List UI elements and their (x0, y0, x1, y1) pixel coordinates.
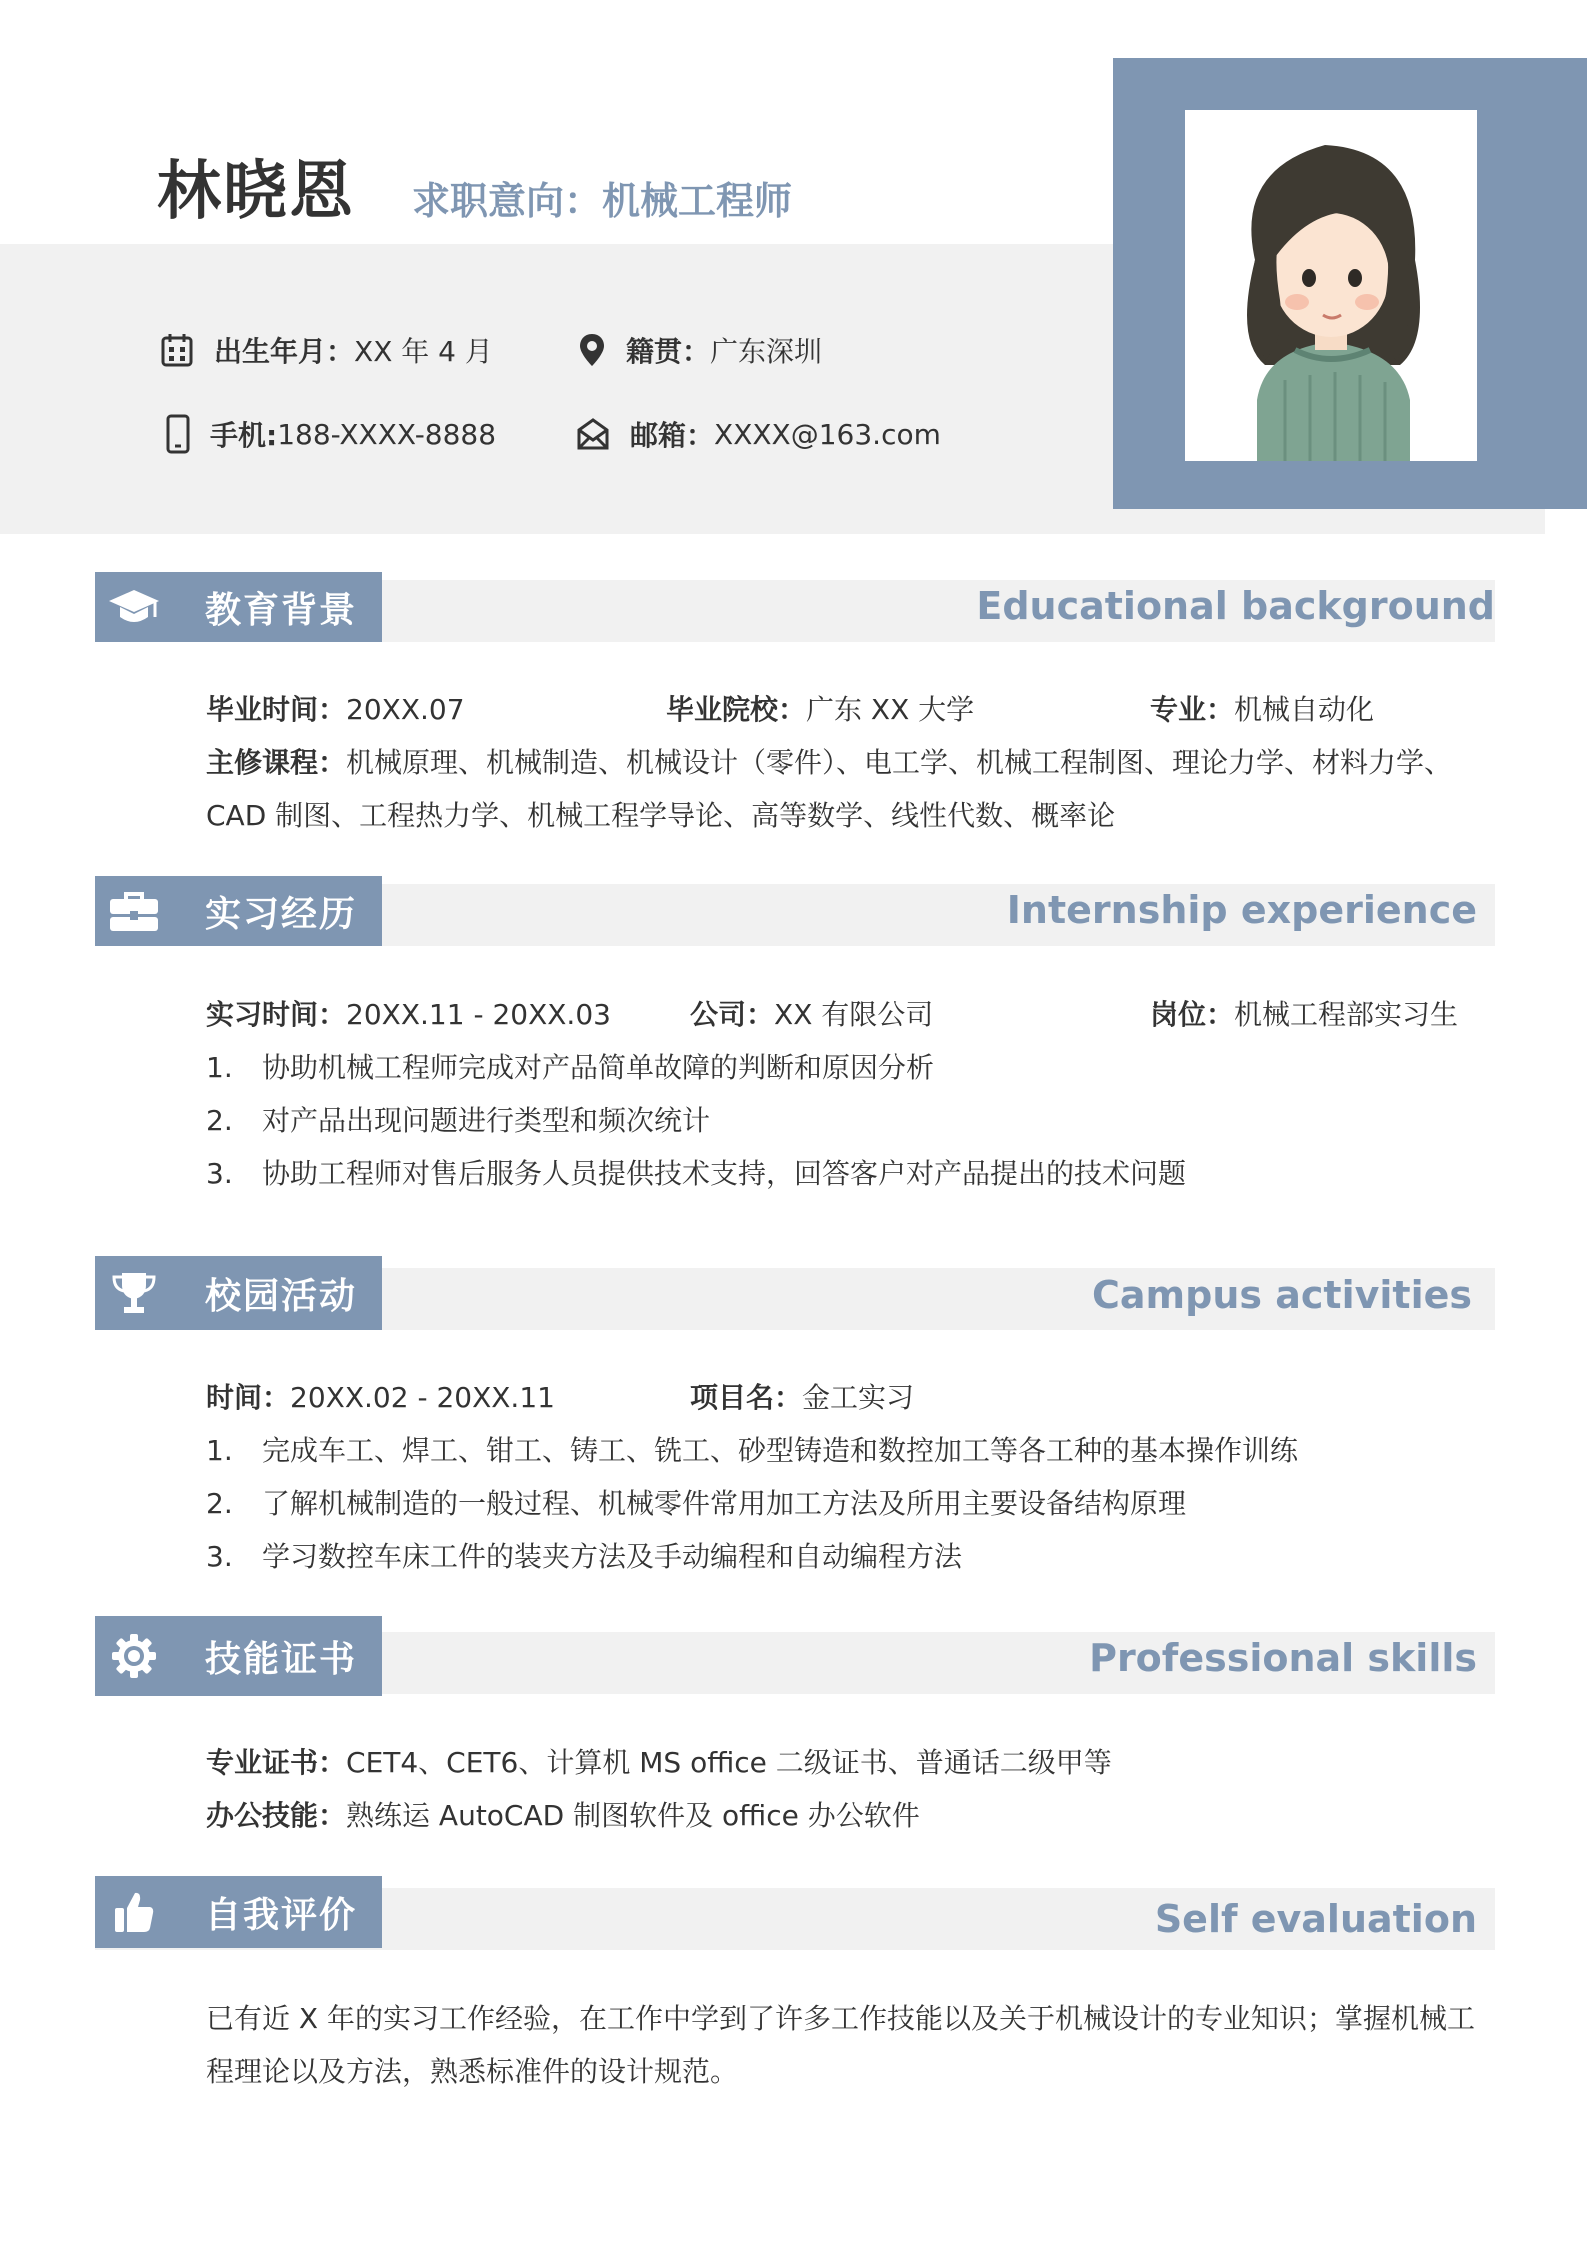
school-label: 毕业院校： (666, 693, 807, 726)
list-number: 2. (206, 1487, 233, 1520)
avatar (1185, 110, 1477, 461)
grad-time-label: 毕业时间： (206, 693, 347, 726)
skills-office (206, 1794, 920, 1834)
project-value: 金工实习 (802, 1381, 915, 1414)
section-subtitle-campus: Campus activities (1092, 1273, 1472, 1317)
company-label: 公司： (690, 998, 775, 1031)
job-intent-label: 求职意向： (412, 179, 603, 223)
origin-label: 籍贯： (626, 335, 711, 368)
phone-icon (166, 414, 190, 454)
list-text: 协助机械工程师完成对产品简单故障的判断和原因分析 (262, 1051, 935, 1084)
section-tab-campus (95, 1256, 382, 1330)
job-intent (412, 170, 792, 225)
email-value: XXXX@163.com (714, 417, 941, 451)
birth-label: 出生年月： (214, 335, 355, 368)
office-value: 熟练运 AutoCAD 制图软件及 office 办公软件 (346, 1799, 920, 1832)
education-courses-continued: CAD 制图、工程热力学、机械工程学导论、高等数学、线性代数、概率论 (206, 799, 1116, 832)
education-school (666, 688, 974, 728)
section-subtitle-skills: Professional skills (1089, 1636, 1477, 1680)
position-label: 岗位： (1150, 998, 1235, 1031)
major-label: 专业： (1150, 693, 1235, 726)
phone-label: 手机: (210, 419, 278, 452)
section-title-self: 自我评价 (205, 1894, 358, 1936)
email-label: 邮箱： (630, 419, 715, 452)
list-text: 学习数控车床工件的装夹方法及手动编程和自动编程方法 (262, 1540, 963, 1573)
section-subtitle-self: Self evaluation (1154, 1897, 1477, 1941)
list-text: 完成车工、焊工、钳工、铸工、铣工、砂型铸造和数控加工等各工种的基本操作训练 (262, 1434, 1299, 1467)
courses-label: 主修课程： (206, 746, 347, 779)
section-subtitle-education: Educational background (976, 584, 1495, 628)
phone-value: 188-XXXX-8888 (277, 417, 497, 451)
job-intent-value: 机械工程师 (602, 179, 793, 223)
campus-project (690, 1376, 914, 1416)
self-evaluation-line-1: 已有近 X 年的实习工作经验，在工作中学到了许多工作技能以及关于机械设计的专业知识；掌握机械工 (206, 2002, 1475, 2035)
calendar-icon (160, 332, 194, 368)
gear-icon (111, 1633, 157, 1679)
list-number: 3. (206, 1540, 233, 1573)
briefcase-icon (108, 890, 160, 932)
origin-info (578, 330, 822, 370)
list-text: 协助工程师对售后服务人员提供技术支持，回答客户对产品提出的技术问题 (262, 1157, 1187, 1190)
section-title-education: 教育背景 (205, 589, 358, 631)
list-number: 3. (206, 1157, 233, 1190)
thumbs-up-icon (113, 1890, 155, 1934)
mail-icon (576, 417, 610, 451)
school-value: 广东 XX 大学 (806, 693, 975, 726)
campus-time-value: 20XX.02 - 20XX.11 (290, 1381, 555, 1414)
internship-time-label: 实习时间： (206, 998, 347, 1031)
campus-time (206, 1376, 555, 1416)
birth-value: XX 年 4 月 (354, 335, 493, 368)
avatar-illustration (1185, 110, 1477, 461)
graduation-cap-icon (107, 587, 161, 627)
section-tab-internship (95, 876, 382, 946)
list-text: 对产品出现问题进行类型和频次统计 (262, 1104, 711, 1137)
origin-value: 广东深圳 (710, 335, 823, 368)
section-title-campus: 校园活动 (205, 1275, 358, 1317)
list-item (206, 1152, 1186, 1192)
section-subtitle-internship: Internship experience (1006, 888, 1477, 932)
grad-time-value: 20XX.07 (346, 693, 465, 726)
campus-time-label: 时间： (206, 1381, 291, 1414)
internship-company (690, 993, 933, 1033)
list-item (206, 1482, 1186, 1522)
list-item (206, 1046, 934, 1086)
cert-label: 专业证书： (206, 1746, 347, 1779)
education-grad-time (206, 688, 465, 728)
email-info (576, 414, 941, 454)
internship-position (1150, 993, 1458, 1033)
candidate-name: 林晓恩 (157, 155, 355, 229)
section-tab-education (95, 572, 382, 642)
trophy-icon (111, 1270, 157, 1316)
list-number: 1. (206, 1051, 233, 1084)
major-value: 机械自动化 (1234, 693, 1375, 726)
education-courses (206, 741, 1452, 781)
project-label: 项目名： (690, 1381, 803, 1414)
company-value: XX 有限公司 (774, 998, 934, 1031)
position-value: 机械工程部实习生 (1234, 998, 1459, 1031)
section-tab-self (95, 1876, 382, 1948)
section-title-internship: 实习经历 (205, 893, 358, 935)
list-text: 了解机械制造的一般过程、机械零件常用加工方法及所用主要设备结构原理 (262, 1487, 1187, 1520)
internship-time (206, 993, 611, 1033)
self-evaluation-line-2: 程理论以及方法，熟悉标准件的设计规范。 (206, 2055, 739, 2088)
list-item (206, 1099, 710, 1139)
office-label: 办公技能： (206, 1799, 347, 1832)
list-item (206, 1535, 962, 1575)
list-item (206, 1429, 1298, 1469)
phone-info (166, 414, 496, 454)
cert-value: CET4、CET6、计算机 MS office 二级证书、普通话二级甲等 (346, 1746, 1112, 1779)
courses-line-1: 机械原理、机械制造、机械设计（零件）、电工学、机械工程制图、理论力学、材料力学、 (346, 746, 1453, 779)
list-number: 1. (206, 1434, 233, 1467)
section-tab-skills (95, 1616, 382, 1696)
section-title-skills: 技能证书 (205, 1638, 358, 1680)
skills-certificates (206, 1741, 1112, 1781)
education-major (1150, 688, 1374, 728)
location-icon (578, 332, 606, 368)
internship-time-value: 20XX.11 - 20XX.03 (346, 998, 611, 1031)
list-number: 2. (206, 1104, 233, 1137)
birth-info (160, 330, 493, 370)
